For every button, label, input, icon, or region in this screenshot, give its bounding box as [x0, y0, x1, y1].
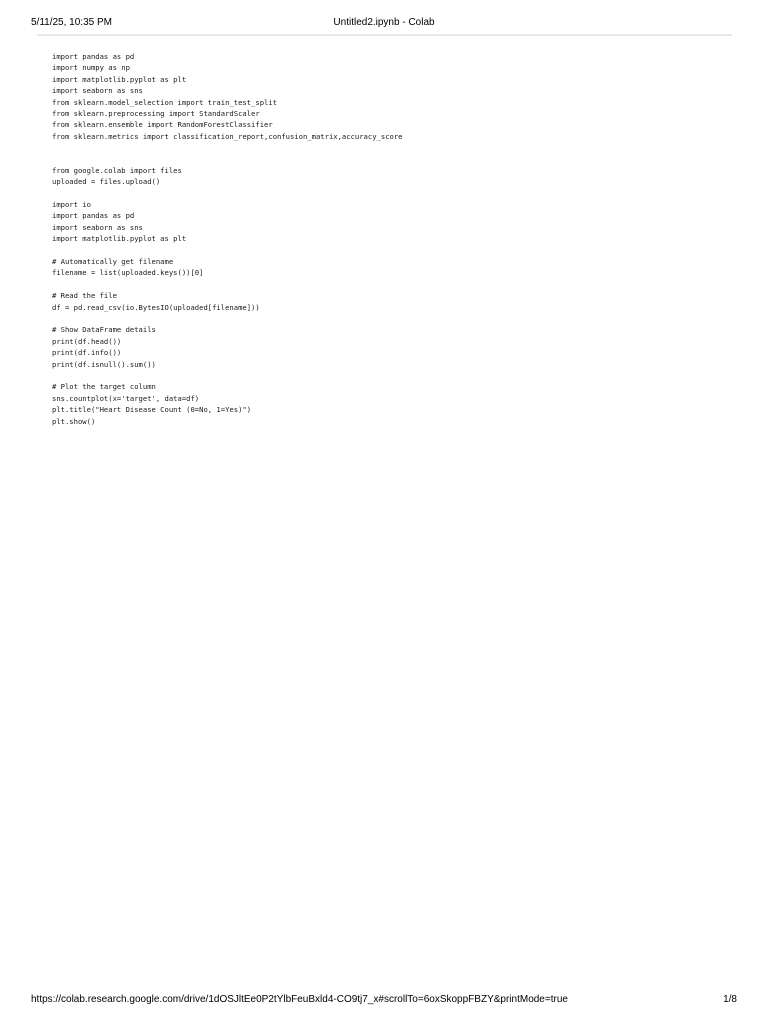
code-line: [52, 313, 742, 324]
document-title: Untitled2.ipynb - Colab: [333, 17, 435, 28]
code-cell[interactable]: [52, 51, 742, 427]
page-number: 1/8: [723, 994, 737, 1005]
print-date: 5/11/25, 10:35 PM: [31, 17, 112, 28]
code-line: from sklearn.ensemble import RandomForestClassifier: [52, 120, 273, 130]
code-line: import numpy as np: [52, 63, 130, 73]
code-line: print(df.isnull().sum()): [52, 359, 156, 369]
code-line: import pandas as pd: [52, 52, 135, 61]
code-line: # Plot the target column: [52, 382, 156, 392]
code-line: df = pd.read_csv(io.BytesIO(uploaded[filename])): [52, 302, 260, 312]
code-line: [52, 188, 742, 199]
code-line: from sklearn.metrics import classification_report,confusion_matrix,accuracy_score: [52, 131, 403, 141]
code-line: import seaborn as sns: [52, 86, 143, 96]
header-divider: [37, 34, 732, 36]
code-line: [52, 245, 742, 256]
code-line: [52, 370, 742, 381]
code-line: plt.title("Heart Disease Count (0=No, 1=Yes)"): [52, 405, 252, 415]
page-url: https://colab.research.google.com/drive/1dOSJltEe0P2tYlbFeuBxld4-CO9tj7_x#scrollTo=6oxSkoppFBZY&printMode=true: [31, 994, 568, 1005]
code-line: from sklearn.preprocessing import StandardScaler: [52, 108, 260, 118]
print-footer: [0, 990, 768, 1010]
code-line: plt.show(): [52, 416, 96, 426]
code-line: import matplotlib.pyplot as plt: [52, 234, 187, 244]
code-line: # Read the file: [52, 291, 117, 301]
print-header: [0, 0, 768, 36]
code-line: from google.colab import files: [52, 165, 182, 175]
code-line: [52, 279, 742, 290]
code-line: import pandas as pd: [52, 211, 135, 221]
code-line: import seaborn as sns: [52, 222, 143, 232]
code-line: print(df.info()): [52, 348, 122, 358]
code-line: filename = list(uploaded.keys())[0]: [52, 268, 204, 278]
code-line: # Automatically get filename: [52, 257, 174, 267]
code-line: sns.countplot(x='target', data=df): [52, 393, 200, 403]
code-line: [52, 154, 742, 165]
code-line: uploaded = files.upload(): [52, 177, 161, 187]
code-line: import io: [52, 200, 91, 210]
code-line: from sklearn.model_selection import train_test_split: [52, 97, 278, 107]
code-line: [52, 142, 742, 153]
code-line: print(df.head()): [52, 336, 122, 346]
code-line: # Show DataFrame details: [52, 325, 156, 335]
code-line: import matplotlib.pyplot as plt: [52, 74, 187, 84]
